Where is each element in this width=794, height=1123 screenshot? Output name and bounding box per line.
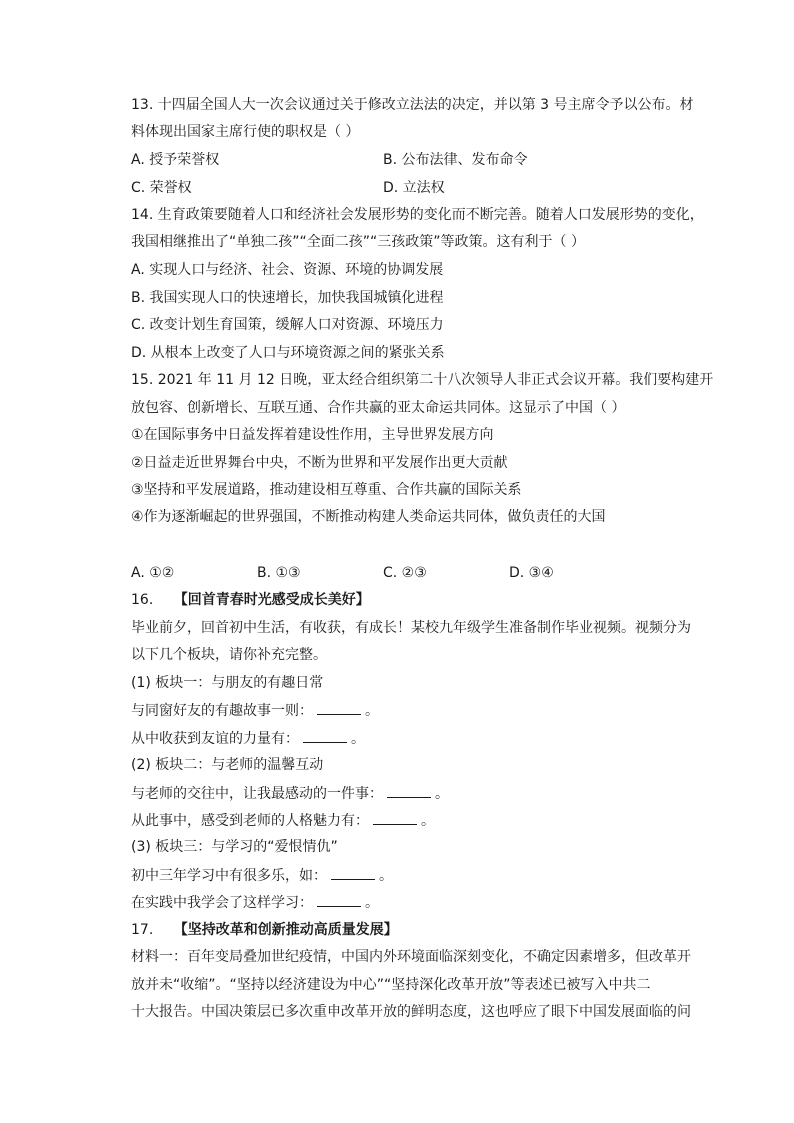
answer-blank[interactable] [317, 892, 361, 907]
answer-blank[interactable] [331, 865, 375, 880]
q17-heading [131, 920, 398, 940]
q14-option-b: B. 我国实现人口的快速增长，加快我国城镇化进程 [131, 290, 444, 306]
q16-part2-b: 从此事中，感受到老师的人格魅力有： 。 [131, 810, 435, 831]
q15-option-c: C. ②③ [383, 565, 427, 581]
q15-statement-3: ③坚持和平发展道路，推动建设相互尊重、合作共赢的国际关系 [131, 482, 522, 498]
q16-part1-b: 从中收获到友谊的力量有： 。 [131, 728, 365, 749]
q16-part3-b-text: 在实践中我学会了这样学习： [131, 895, 313, 911]
q16-part1-a-text: 与同窗好友的有趣故事一则： [131, 703, 313, 719]
q17-material-line1: 材料一：百年变局叠加世纪疫情，中国内外环境面临深刻变化，不确定因素增多，但改革开 [131, 949, 691, 965]
q16-part3-title: (3) 板块三：与学习的“爱恨情仇” [131, 839, 338, 855]
answer-blank[interactable] [317, 700, 361, 715]
q13-option-d: D. 立法权 [383, 180, 445, 196]
q14-option-d: D. 从根本上改变了人口与环境资源之间的紧张关系 [131, 345, 445, 361]
q16-part2-b-text: 从此事中，感受到老师的人格魅力有： [131, 813, 369, 829]
q16-part1-b-text: 从中收获到友谊的力量有： [131, 731, 299, 747]
answer-blank[interactable] [303, 728, 347, 743]
q15-statement-4: ④作为逐渐崛起的世界强国，不断推动构建人类命运共同体，做负责任的大国 [131, 509, 606, 525]
answer-blank[interactable] [373, 810, 417, 825]
q15-statement-1: ①在国际事务中日益发挥着建设性作用，主导世界发展方向 [131, 427, 494, 443]
q17-material-line3: 十大报告。中国决策层已多次重申改革开放的鲜明态度，这也呼应了眼下中国发展面临的问 [131, 1004, 691, 1020]
q15-statement-2: ②日益走近世界舞台中央，不断为世界和平发展作出更大贡献 [131, 455, 508, 471]
q16-heading [131, 590, 370, 610]
q13-option-b: B. 公布法律、发布命令 [383, 152, 528, 168]
q13-option-c: C. 荣誉权 [131, 180, 192, 196]
q13-option-a: A. 授予荣誉权 [131, 152, 220, 168]
q16-part3-a: 初中三年学习中有很多乐，如： 。 [131, 865, 393, 886]
q14-stem-line1: 14. 生育政策要随着人口和经济社会发展形势的变化而不断完善。随着人口发展形势的变化， [131, 207, 704, 223]
q15-option-d: D. ③④ [509, 565, 554, 581]
q16-part1-a: 与同窗好友的有趣故事一则： 。 [131, 700, 379, 721]
q17-title: 【坚持改革和创新推动高质量发展】 [173, 922, 398, 938]
q17-number: 17. [131, 922, 154, 938]
q14-option-c: C. 改变计划生育国策，缓解人口对资源、环境压力 [131, 317, 444, 333]
q13-stem-line2: 料体现出国家主席行使的职权是（ ） [131, 124, 360, 140]
q14-option-a: A. 实现人口与经济、社会、资源、环境的协调发展 [131, 262, 444, 278]
q15-option-b: B. ①③ [257, 565, 301, 581]
q16-part3-b: 在实践中我学会了这样学习： 。 [131, 892, 379, 913]
q15-stem-line2: 放包容、创新增长、互联互通、合作共赢的亚太命运共同体。这显示了中国（ ） [131, 400, 626, 416]
q16-part3-a-text: 初中三年学习中有很多乐，如： [131, 868, 327, 884]
q16-intro-line1: 毕业前夕，回首初中生活，有收获，有成长！某校九年级学生准备制作毕业视频。视频分为 [131, 620, 691, 636]
q17-material-line2: 放并未“收缩”。“坚持以经济建设为中心”“坚持深化改革开放”等表述已被写入中共二 [131, 977, 651, 993]
q16-intro-line2: 以下几个板块，请你补充完整。 [131, 647, 327, 663]
q16-part2-title: (2) 板块二：与老师的温馨互动 [131, 757, 324, 773]
q16-title: 【回首青春时光感受成长美好】 [173, 592, 370, 608]
q15-stem-line1: 15. 2021 年 11 月 12 日晚，亚太经合组织第二十八次领导人非正式会议开幕。我们要构建开 [131, 372, 714, 388]
q16-number: 16. [131, 592, 154, 608]
q15-option-a: A. ①② [131, 565, 175, 581]
q13-stem-line1: 13. 十四届全国人大一次会议通过关于修改立法法的决定，并以第 3 号主席令予以公布。材 [131, 97, 694, 113]
q14-stem-line2: 我国相继推出了“单独二孩”“全面二孩”“三孩政策”等政策。这有利于（ ） [131, 234, 585, 250]
q16-part2-a: 与老师的交往中，让我最感动的一件事： 。 [131, 783, 449, 804]
q16-part1-title: (1) 板块一：与朋友的有趣日常 [131, 675, 324, 691]
answer-blank[interactable] [387, 783, 431, 798]
q16-part2-a-text: 与老师的交往中，让我最感动的一件事： [131, 786, 383, 802]
